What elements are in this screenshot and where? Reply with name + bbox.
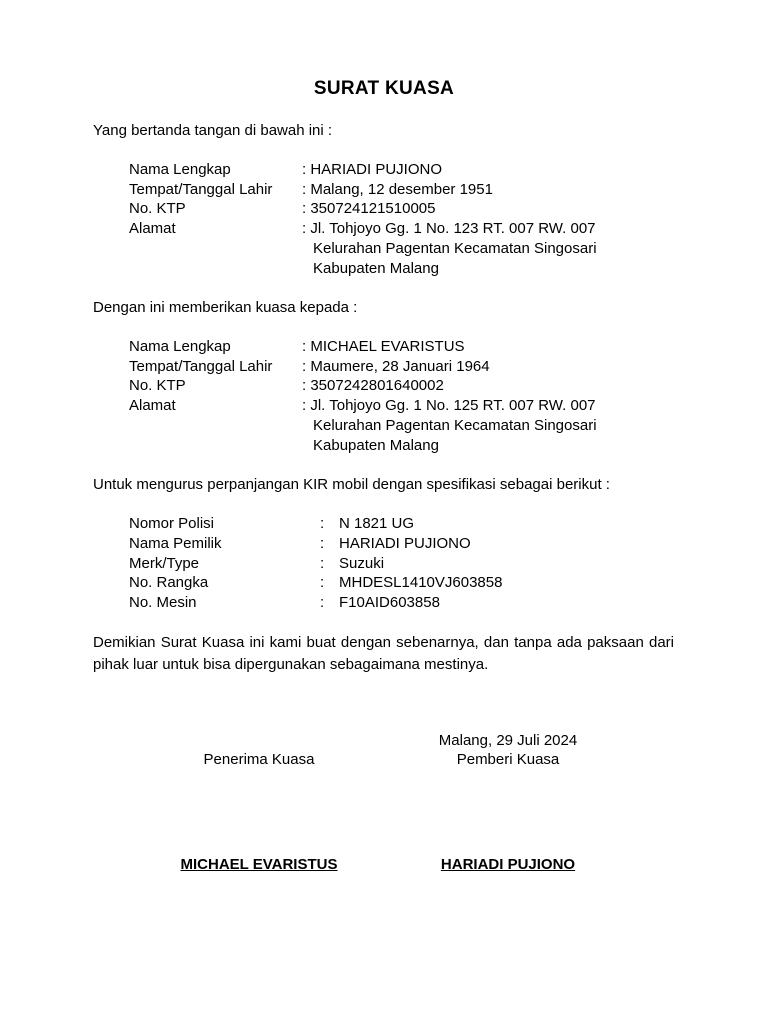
vehicle-plate-colon: :: [320, 515, 325, 532]
vehicle-owner-label: Nama Pemilik: [129, 535, 222, 552]
vehicle-brand-colon: :: [320, 555, 325, 572]
vehicle-engine-value: F10AID603858: [339, 594, 440, 611]
vehicle-chassis-colon: :: [320, 574, 325, 591]
grantor-address-line1: : Jl. Tohjoyo Gg. 1 No. 123 RT. 007 RW. 007: [302, 220, 596, 237]
vehicle-plate-value: N 1821 UG: [339, 515, 415, 532]
vehicle-owner-colon: :: [320, 535, 325, 552]
purpose-text: Untuk mengurus perpanjangan KIR mobil dengan spesifikasi sebagai berikut :: [93, 476, 610, 493]
grantor-name-value: : HARIADI PUJIONO: [302, 161, 443, 178]
grantor-ktp-value: : 350724121510005: [302, 200, 436, 217]
grantor-birth-label: Tempat/Tanggal Lahir: [129, 181, 273, 198]
grantee-address-line2: Kelurahan Pagentan Kecamatan Singosari: [313, 417, 597, 434]
grantor-address-label: Alamat: [129, 220, 176, 237]
place-date: Malang, 29 Juli 2024: [438, 732, 578, 749]
grantee-birth-value: : Maumere, 28 Januari 1964: [302, 358, 490, 375]
grantor-birth-value: : Malang, 12 desember 1951: [302, 181, 493, 198]
grantee-address-line1: : Jl. Tohjoyo Gg. 1 No. 125 RT. 007 RW. 007: [302, 397, 596, 414]
grantee-ktp-label: No. KTP: [129, 377, 186, 394]
vehicle-brand-label: Merk/Type: [129, 555, 200, 572]
document-title: SURAT KUASA: [313, 78, 455, 99]
grantor-ktp-label: No. KTP: [129, 200, 186, 217]
vehicle-engine-colon: :: [320, 594, 325, 611]
grantee-address-label: Alamat: [129, 397, 176, 414]
vehicle-owner-value: HARIADI PUJIONO: [339, 535, 471, 552]
grantor-name-label: Nama Lengkap: [129, 161, 231, 178]
giver-label: Pemberi Kuasa: [456, 751, 560, 768]
vehicle-chassis-value: MHDESL1410VJ603858: [339, 574, 503, 591]
intro-text: Yang bertanda tangan di bawah ini :: [93, 122, 333, 139]
grantee-birth-label: Tempat/Tanggal Lahir: [129, 358, 273, 375]
grantor-address-line2: Kelurahan Pagentan Kecamatan Singosari: [313, 240, 597, 257]
grant-intro-text: Dengan ini memberikan kuasa kepada :: [93, 299, 358, 316]
grantee-name-label: Nama Lengkap: [129, 338, 231, 355]
vehicle-engine-label: No. Mesin: [129, 594, 197, 611]
giver-signature-name: HARIADI PUJIONO: [440, 856, 576, 873]
receiver-label: Penerima Kuasa: [203, 751, 315, 768]
closing-paragraph: Demikian Surat Kuasa ini kami buat dengan sebenarnya, dan tanpa ada paksaan dari pihak luar untuk bisa dipergunakan sebagaimana mestinya.: [93, 634, 674, 673]
grantee-ktp-value: : 3507242801640002: [302, 377, 444, 394]
grantor-address-line3: Kabupaten Malang: [313, 260, 439, 277]
grantee-address-line3: Kabupaten Malang: [313, 437, 439, 454]
vehicle-brand-value: Suzuki: [339, 555, 385, 572]
vehicle-chassis-label: No. Rangka: [129, 574, 209, 591]
vehicle-plate-label: Nomor Polisi: [129, 515, 215, 532]
grantee-name-value: : MICHAEL EVARISTUS: [302, 338, 465, 355]
receiver-signature-name: MICHAEL EVARISTUS: [180, 856, 338, 873]
